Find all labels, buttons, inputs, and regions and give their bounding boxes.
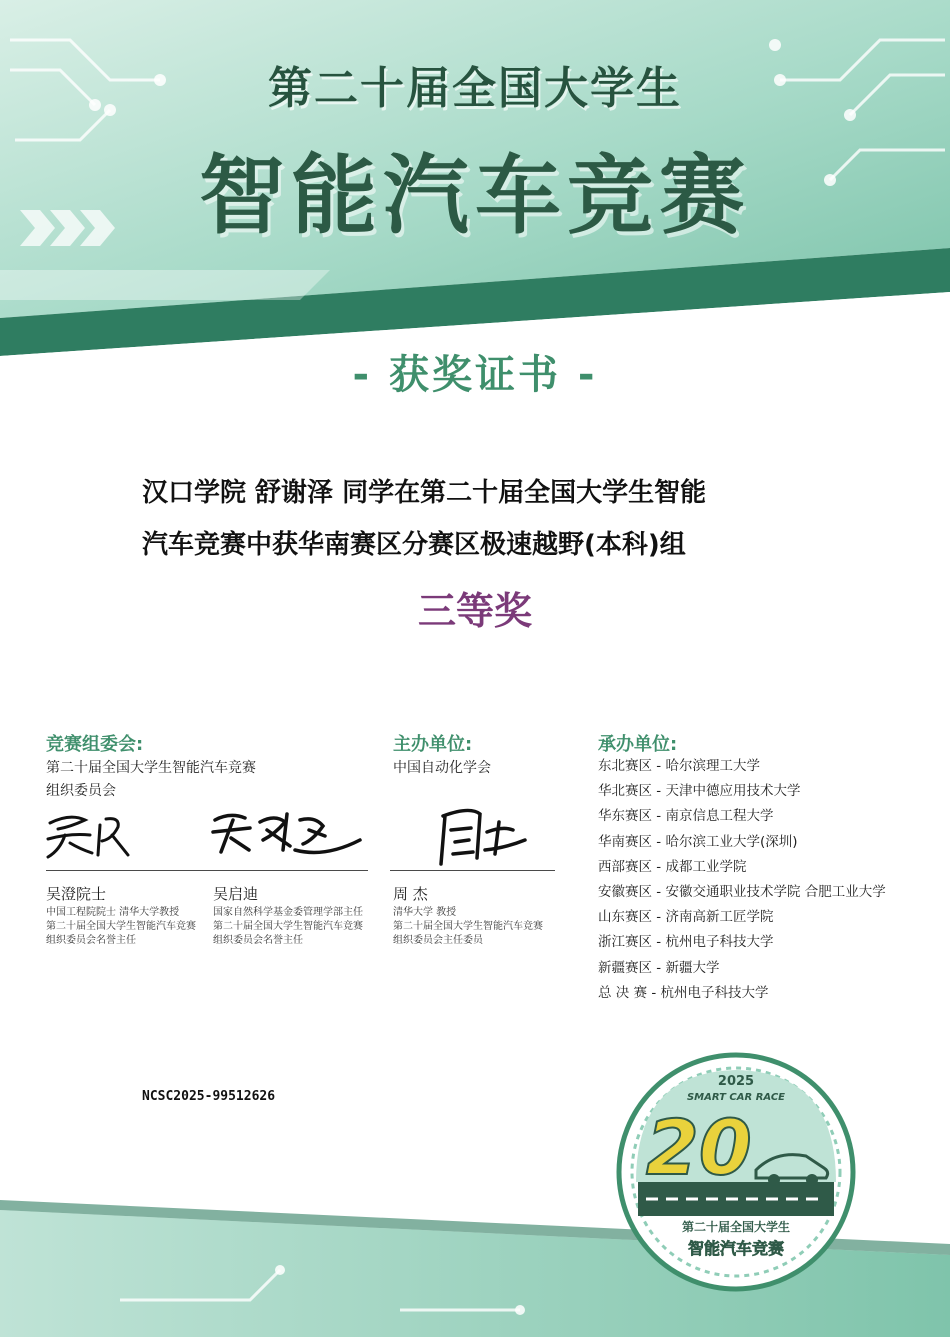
certificate-body-line-1: 汉口学院 舒谢泽 同学在第二十届全国大学生智能	[142, 478, 707, 508]
signature-wu-cheng	[40, 805, 150, 865]
award-level: 三等奖	[417, 589, 532, 633]
organizer-item: 安徽赛区 - 安徽交通职业技术学院 合肥工业大学	[598, 883, 886, 900]
logo-race-name: SMART CAR RACE	[686, 1092, 785, 1103]
logo-edition-title: 第二十届全国大学生	[681, 1220, 790, 1234]
organizer-item: 总 决 赛 - 杭州电子科技大学	[598, 984, 769, 1001]
organizers-list	[598, 756, 886, 1008]
edition-title: 第二十届全国大学生	[268, 63, 682, 114]
logo-year: 2025	[717, 1074, 755, 1089]
organizer-item: 东北赛区 - 哈尔滨理工大学	[598, 758, 760, 774]
serial-number: NCSC2025-99512626	[142, 1089, 276, 1104]
certificate-title: - 获奖证书 -	[352, 352, 598, 398]
host-org: 中国自动化学会	[393, 760, 491, 776]
signature-zhou-jie	[425, 802, 535, 872]
signer-name-2: 吴启迪	[213, 885, 259, 903]
committee-org-line-2: 组织委员会	[46, 783, 116, 799]
signature-line-host	[390, 870, 555, 871]
organizer-item: 新疆赛区 - 新疆大学	[598, 959, 720, 976]
signer-title-line: 第二十届全国大学生智能汽车竞赛	[46, 921, 196, 932]
signature-line-committee	[46, 870, 368, 871]
signer-name-1: 吴澄院士	[46, 885, 107, 903]
competition-logo	[616, 1052, 856, 1292]
organizer-item: 浙江赛区 - 杭州电子科技大学	[598, 934, 774, 951]
signer-title-line: 组织委员会名誉主任	[213, 935, 303, 946]
organizer-item: 西部赛区 - 成都工业学院	[598, 858, 747, 875]
committee-org-line-1: 第二十届全国大学生智能汽车竞赛	[46, 760, 256, 776]
competition-title: 智能汽车竞赛	[199, 146, 751, 246]
host-heading: 主办单位:	[393, 734, 473, 755]
signer-title-line: 清华大学 教授	[393, 907, 457, 918]
signer-title-line: 中国工程院院士 清华大学教授	[46, 907, 180, 918]
logo-number: 20	[646, 1103, 752, 1192]
certificate-body-line-2: 汽车竞赛中获华南赛区分赛区极速越野(本科)组	[142, 530, 686, 560]
signer-titles-1	[46, 906, 196, 948]
signer-title-line: 第二十届全国大学生智能汽车竞赛	[393, 921, 543, 932]
signer-title-line: 组织委员会主任委员	[393, 935, 483, 946]
organizer-item: 华南赛区 - 哈尔滨工业大学(深圳)	[598, 833, 798, 850]
organizers-heading: 承办单位:	[598, 734, 678, 755]
logo-competition-title: 智能汽车竞赛	[687, 1239, 784, 1258]
host-signer-titles	[393, 906, 543, 948]
signer-titles-2	[213, 906, 363, 948]
signer-title-line: 国家自然科学基金委管理学部主任	[213, 907, 363, 918]
signer-title-line: 组织委员会名誉主任	[46, 935, 136, 946]
committee-heading: 竞赛组委会:	[46, 734, 144, 755]
host-signer-name: 周 杰	[393, 885, 428, 903]
signature-wu-qidi	[205, 800, 365, 865]
organizer-item: 华北赛区 - 天津中德应用技术大学	[598, 783, 801, 800]
signer-title-line: 第二十届全国大学生智能汽车竞赛	[213, 921, 363, 932]
organizer-item: 华东赛区 - 南京信息工程大学	[598, 808, 774, 825]
organizer-item: 山东赛区 - 济南高新工匠学院	[598, 909, 774, 926]
